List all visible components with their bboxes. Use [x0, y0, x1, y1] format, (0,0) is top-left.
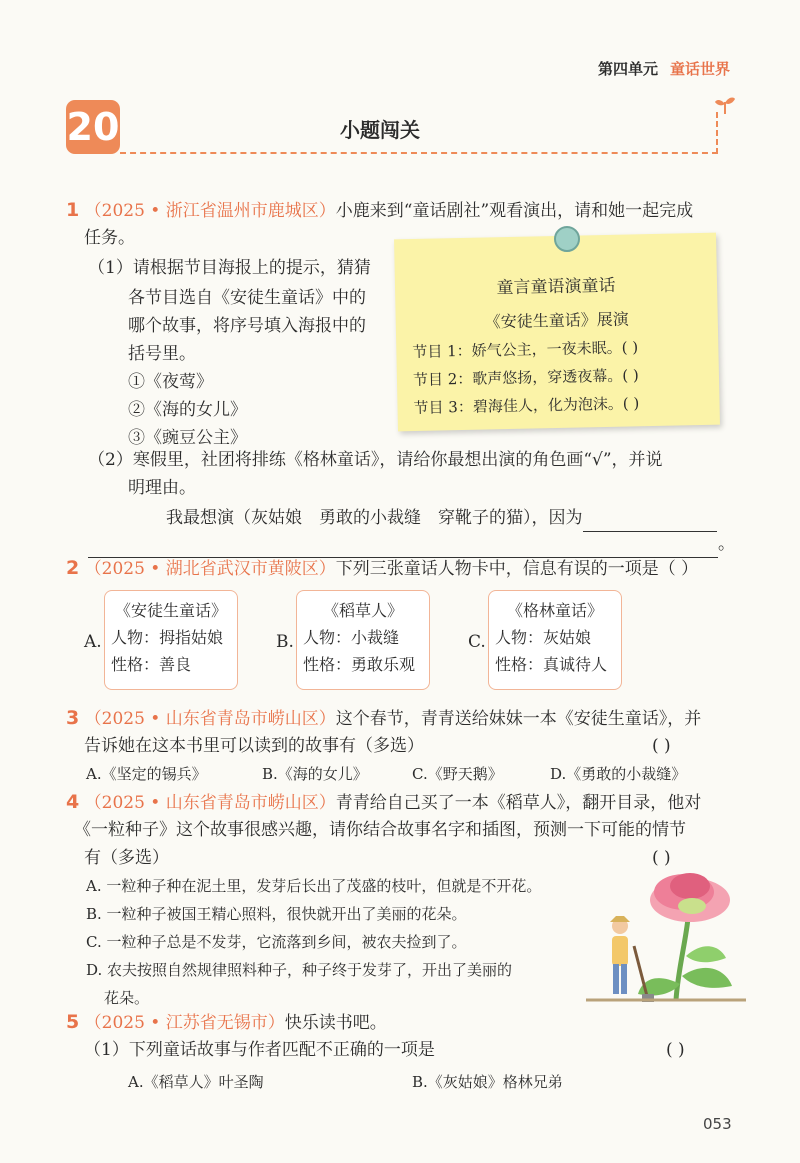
q3-option[interactable]: B.《海的女儿》: [262, 765, 368, 783]
answer-paren[interactable]: ( ): [666, 1040, 685, 1060]
poster-item[interactable]: 节目 3：碧海佳人，化为泡沫。( ): [413, 394, 640, 418]
card-trait: 性格：勇敢乐观: [303, 655, 416, 674]
pushpin-icon: [554, 226, 580, 252]
question-number: 1: [66, 199, 80, 221]
farmer-flower-illustration: [586, 860, 746, 1010]
unit-label: 第四单元: [598, 60, 659, 78]
card-person: 人物：拇指姑娘: [111, 628, 224, 647]
question-source: （2025 • 山东省青岛市崂山区）: [84, 793, 336, 813]
unit-header: [598, 58, 730, 79]
poster-item[interactable]: 节目 1：娇气公主，一夜未眠。( ): [412, 338, 639, 362]
q5-option[interactable]: B.《灰姑娘》格林兄弟: [412, 1073, 563, 1091]
q4-stem: [66, 788, 701, 817]
q1-stem: [66, 196, 693, 225]
card-title: 《安徒生童话》: [114, 601, 227, 620]
q5-stem: [66, 1008, 387, 1037]
lesson-number-badge: 20: [66, 100, 120, 154]
q3-option[interactable]: A.《坚定的锡兵》: [86, 765, 207, 783]
q5-stem-text: 快乐读书吧。: [284, 1013, 387, 1033]
character-card[interactable]: [104, 590, 238, 690]
card-trait: 性格：善良: [111, 655, 192, 674]
card-person: 人物：小裁缝: [303, 628, 400, 647]
page-number: 053: [703, 1115, 732, 1133]
program-poster: [394, 233, 720, 432]
q3-stem-text: 这个春节，青青送给妹妹一本《安徒生童话》，并: [335, 709, 702, 729]
choice-label[interactable]: B.: [276, 632, 294, 652]
q4-stem-cont: 《一粒种子》这个故事很感兴趣，请你结合故事名字和插图，预测一下可能的情节: [74, 820, 686, 840]
poster-item[interactable]: 节目 2：歌声悠扬，穿透夜幕。( ): [412, 366, 639, 390]
q2-stem: [66, 554, 698, 583]
q1-part1-line: 哪个故事，将序号填入海报中的: [128, 316, 366, 336]
answer-paren[interactable]: ( ): [652, 736, 671, 756]
question-number: 3: [66, 707, 80, 729]
q1-option: ③《豌豆公主》: [128, 428, 247, 448]
question-number: 4: [66, 791, 80, 813]
q1-answer-prompt: [166, 504, 717, 532]
answer-paren[interactable]: ( ): [652, 848, 671, 868]
title-divider: [120, 152, 718, 154]
q4-option[interactable]: B. 一粒种子被国王精心照料，很快就开出了美丽的花朵。: [86, 905, 467, 923]
answer-prompt-text: 我最想演（灰姑娘 勇敢的小裁缝 穿靴子的猫），因为: [166, 508, 583, 528]
card-title: 《稻草人》: [322, 601, 403, 620]
question-number: 5: [66, 1011, 80, 1033]
character-card[interactable]: [296, 590, 430, 690]
q1-part2: （2）寒假里，社团将排练《格林童话》，请给你最想出演的角色画“√”，并说: [88, 450, 663, 470]
q1-part1-line: 括号里。: [128, 344, 196, 364]
q1-option: ①《夜莺》: [128, 372, 213, 392]
question-source: （2025 • 江苏省无锡市）: [84, 1013, 285, 1033]
title-divider-vertical: [716, 112, 718, 154]
question-source: （2025 • 湖北省武汉市黄陂区）: [84, 559, 336, 579]
q4-option[interactable]: D. 农夫按照自然规律照料种子，种子终于发芽了，开出了美丽的: [86, 961, 513, 979]
poster-title: 童言童语演童话: [496, 275, 616, 299]
card-person: 人物：灰姑娘: [495, 628, 592, 647]
q1-part2-cont: 明理由。: [128, 478, 196, 498]
q1-option: ②《海的女儿》: [128, 400, 247, 420]
q1-stem-cont: 任务。: [84, 228, 135, 248]
q3-option[interactable]: D.《勇敢的小裁缝》: [550, 765, 687, 783]
q3-option[interactable]: C.《野天鹅》: [412, 765, 503, 783]
page-title: 小题闯关: [340, 118, 420, 142]
q5-option[interactable]: A.《稻草人》叶圣陶: [128, 1073, 264, 1091]
q2-stem-text: 下列三张童话人物卡中，信息有误的一项是（ ）: [335, 559, 699, 579]
period: 。: [718, 534, 735, 554]
q4-option[interactable]: A. 一粒种子种在泥土里，发芽后长出了茂盛的枝叶，但就是不开花。: [86, 877, 542, 895]
q4-option[interactable]: C. 一粒种子总是不发芽，它流落到乡间，被农夫捡到了。: [86, 933, 467, 951]
choice-label[interactable]: C.: [468, 632, 486, 652]
question-source: （2025 • 浙江省温州市鹿城区）: [84, 201, 336, 221]
poster-subtitle: 《安徒生童话》展演: [484, 309, 629, 332]
character-card[interactable]: [488, 590, 622, 690]
q4-stem-text: 青青给自己买了一本《稻草人》，翻开目录，他对: [335, 793, 702, 813]
q1-stem-text: 小鹿来到“童话剧社”观看演出，请和她一起完成: [335, 201, 694, 221]
question-number: 2: [66, 557, 80, 579]
choice-label[interactable]: A.: [84, 632, 102, 652]
card-trait: 性格：真诚待人: [495, 655, 608, 674]
q4-option-cont: 花朵。: [104, 989, 150, 1007]
q3-stem: [66, 704, 701, 733]
unit-theme: 童话世界: [670, 60, 731, 78]
card-title: 《格林童话》: [506, 601, 603, 620]
q3-stem-cont: 告诉她在这本书里可以读到的故事有（多选）: [84, 736, 424, 756]
q5-part1: （1）下列童话故事与作者匹配不正确的一项是: [84, 1040, 435, 1060]
q1-part1-line: 各节目选自《安徒生童话》中的: [128, 288, 366, 308]
question-source: （2025 • 山东省青岛市崂山区）: [84, 709, 336, 729]
q4-stem-cont: 有（多选）: [84, 848, 169, 868]
q1-part1-line: （1）请根据节目海报上的提示，猜猜: [88, 258, 371, 278]
